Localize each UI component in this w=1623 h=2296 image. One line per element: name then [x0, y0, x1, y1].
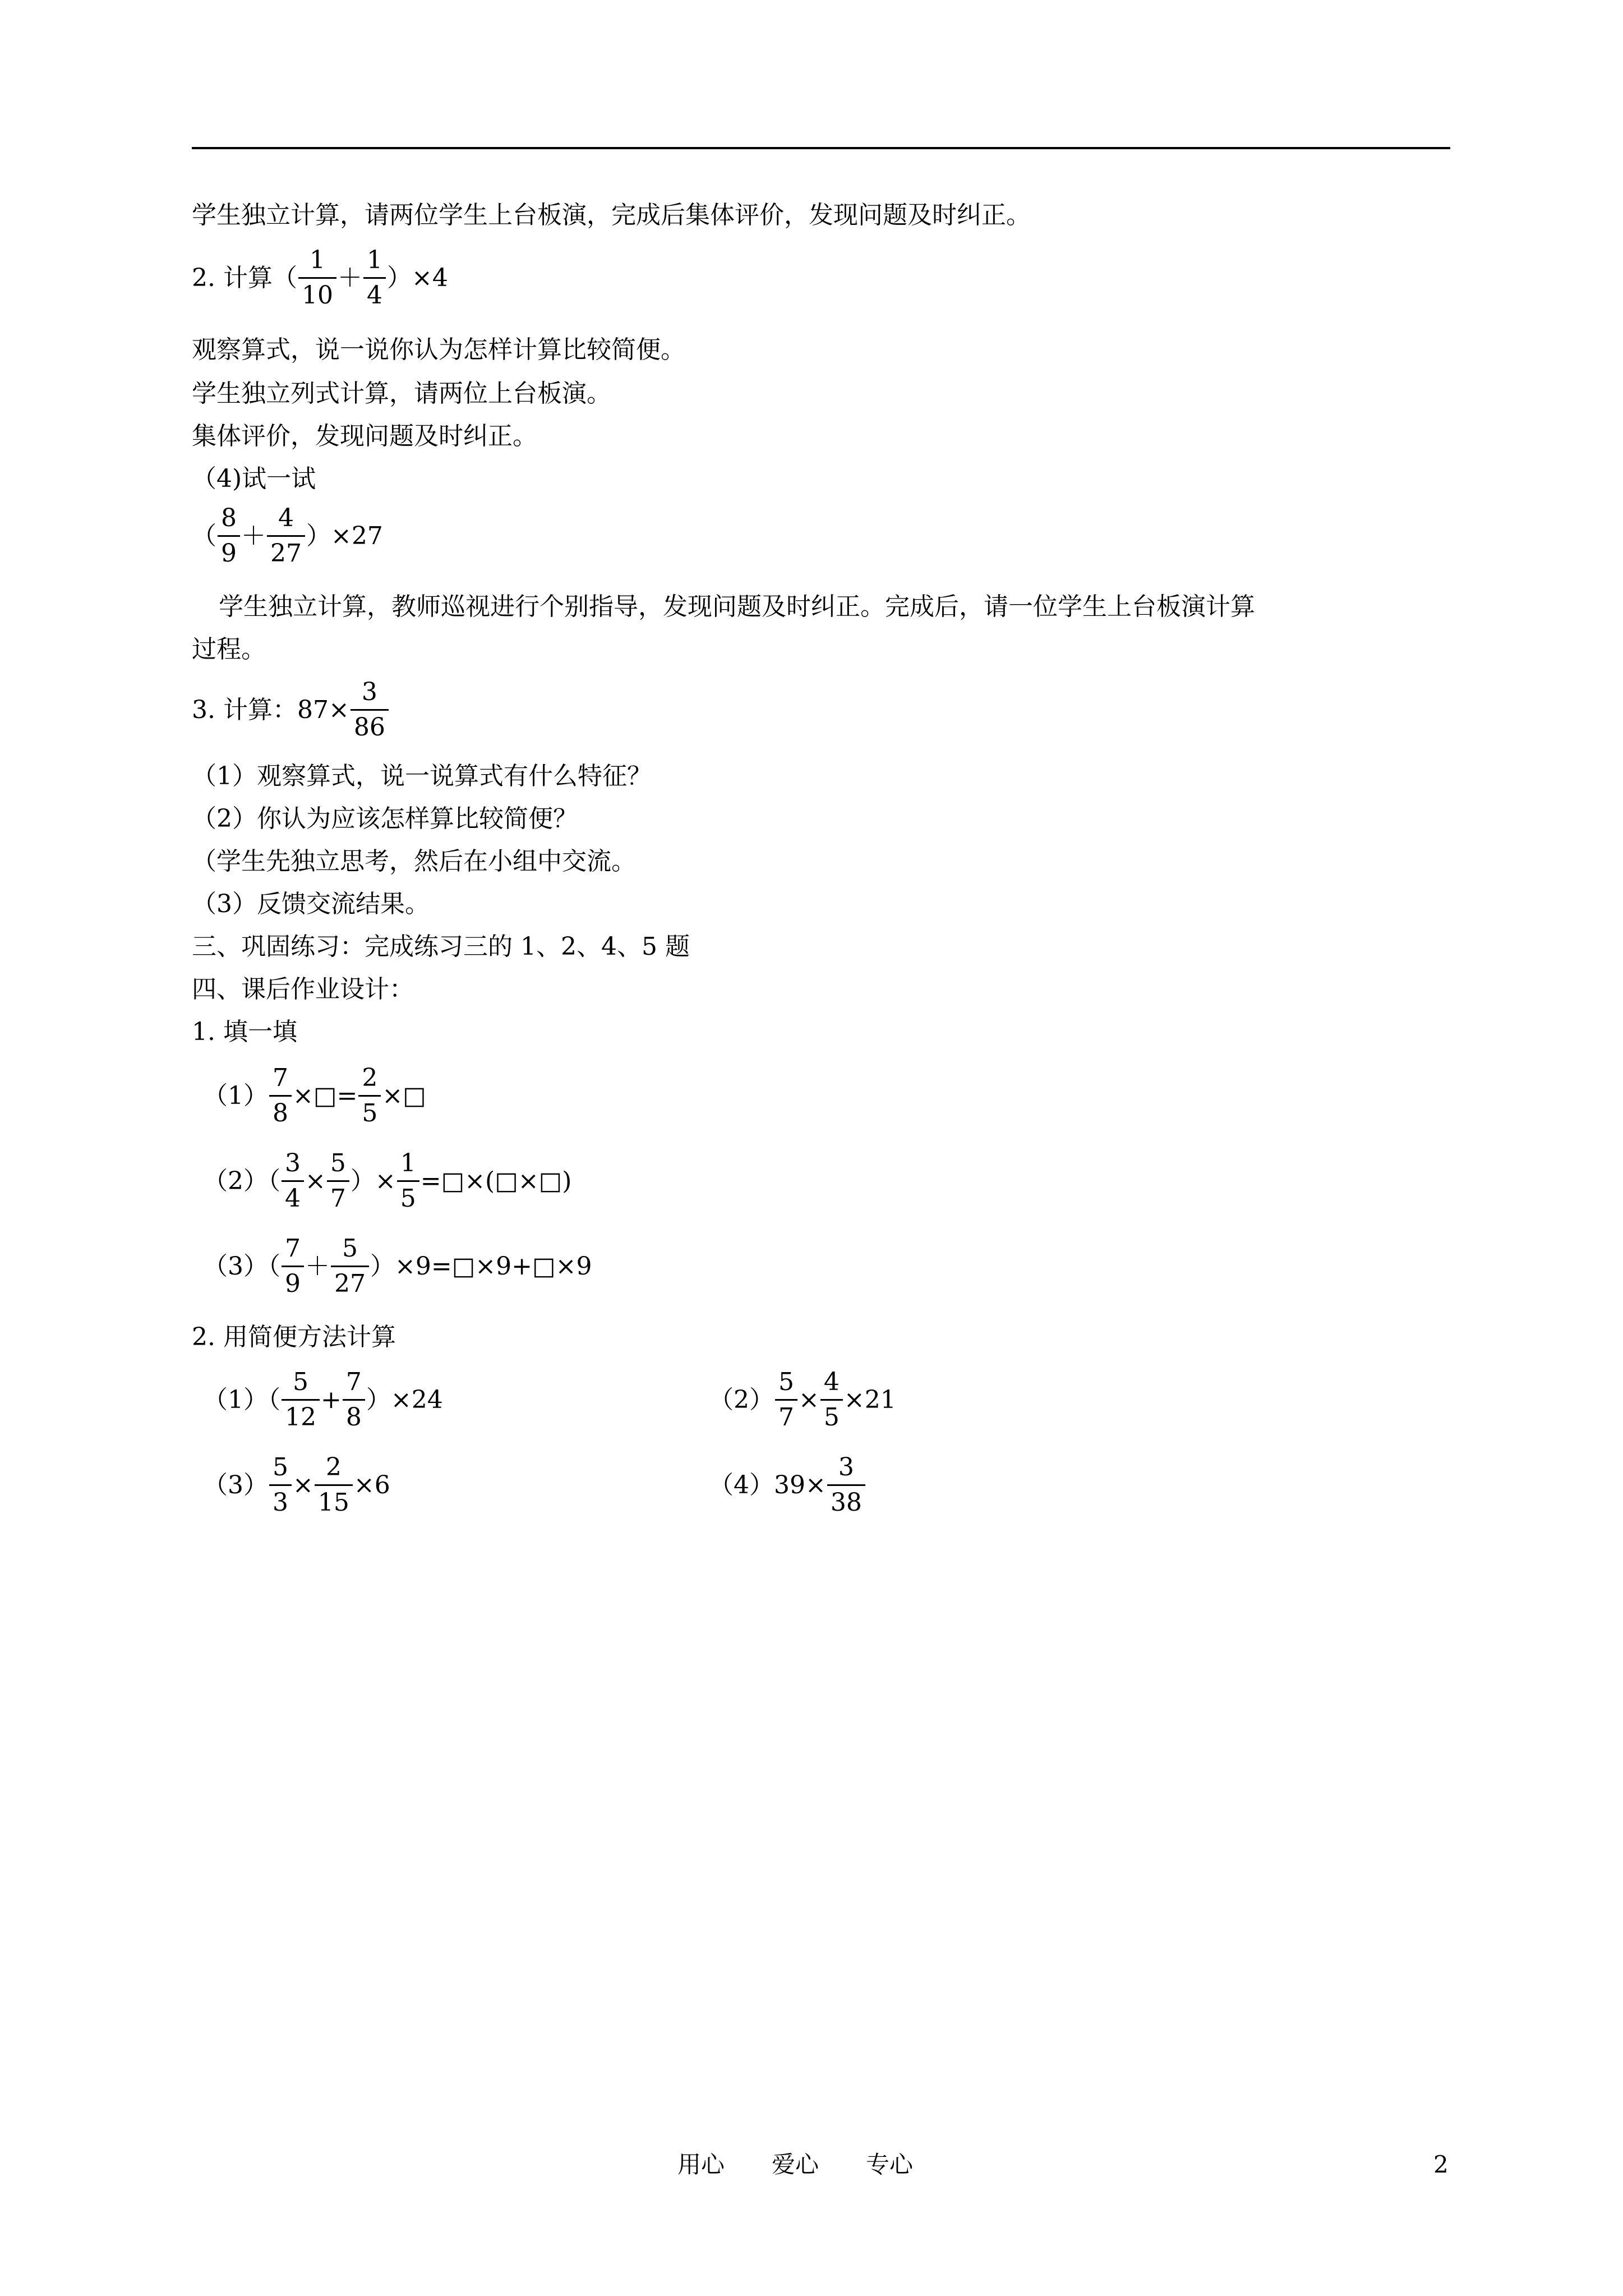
denominator: 7	[327, 1180, 349, 1211]
text: （2）（	[203, 1166, 280, 1195]
text: （1）（	[203, 1385, 280, 1414]
section-heading	[192, 1020, 297, 1045]
denominator: 38	[827, 1484, 865, 1515]
denominator: 12	[282, 1399, 320, 1430]
denominator: 15	[315, 1484, 353, 1515]
paragraph-line	[192, 637, 266, 662]
paragraph-line	[192, 203, 1031, 228]
text: ×□	[382, 1081, 426, 1110]
text: （	[192, 521, 216, 550]
fraction	[820, 1370, 843, 1430]
text: ×□=	[293, 1081, 358, 1110]
text: 观察算式，说一说你认为怎样计算比较简便。	[192, 335, 685, 364]
section-heading	[192, 977, 414, 1002]
fraction	[282, 1151, 304, 1211]
fraction	[282, 1236, 304, 1296]
numerator: 2	[325, 1453, 342, 1481]
exercise-item	[709, 1370, 896, 1430]
denominator: 8	[269, 1095, 292, 1126]
text: （学生先独立思考，然后在小组中交流。	[192, 847, 636, 876]
header-rule	[192, 147, 1450, 149]
exercise-item	[203, 1151, 571, 1211]
fraction	[363, 248, 386, 308]
operator: ＋	[241, 521, 266, 550]
denominator: 7	[775, 1399, 797, 1430]
denominator: 27	[267, 535, 305, 566]
numerator: 4	[823, 1368, 840, 1396]
paragraph-line	[192, 424, 537, 449]
text: ）×4	[386, 263, 448, 292]
fraction	[315, 1455, 353, 1515]
text: 3. 计算：87×	[192, 695, 349, 724]
exercise-item	[203, 1236, 592, 1296]
text: 四、课后作业设计：	[192, 975, 414, 1004]
text: （4)试一试	[192, 464, 316, 493]
numerator: 5	[330, 1149, 346, 1177]
formula-line	[192, 248, 448, 308]
formula-line	[192, 680, 390, 740]
section-heading	[192, 932, 690, 961]
denominator: 4	[363, 277, 386, 308]
denominator: 10	[298, 277, 336, 308]
exercise-item	[203, 1370, 443, 1430]
text: ）×9=□×9+□×9	[370, 1251, 592, 1281]
fraction	[269, 1455, 292, 1515]
fraction	[358, 1066, 381, 1126]
numerator: 4	[278, 504, 294, 532]
operator: ×	[305, 1166, 326, 1195]
fraction	[775, 1370, 797, 1430]
denominator: 5	[397, 1180, 419, 1211]
paragraph-line	[192, 892, 430, 917]
text: 2. 计算（	[192, 263, 297, 292]
operator: ×	[293, 1470, 313, 1499]
numerator: 3	[361, 678, 377, 706]
operator: ×	[799, 1385, 819, 1414]
operator: +	[321, 1385, 342, 1414]
fraction	[327, 1151, 349, 1211]
text: （3）（	[203, 1251, 280, 1281]
operator: ＋	[337, 263, 362, 292]
exercise-item	[203, 1066, 426, 1126]
text: 学生独立计算，教师巡视进行个别指导，发现问题及时纠正。完成后，请一位学生上台板演计算	[219, 592, 1255, 621]
numerator: 1	[366, 246, 382, 274]
numerator: 8	[221, 504, 237, 532]
text: ）×24	[366, 1385, 443, 1414]
numerator: 5	[778, 1368, 794, 1396]
fraction	[282, 1370, 320, 1430]
text: 1. 填一填	[192, 1018, 297, 1046]
paragraph-line	[192, 849, 636, 874]
text: 学生独立计算，请两位学生上台板演，完成后集体评价，发现问题及时纠正。	[192, 201, 1031, 229]
denominator: 9	[218, 535, 240, 566]
text: （3）	[203, 1470, 268, 1499]
fraction	[269, 1066, 292, 1126]
fraction	[331, 1236, 369, 1296]
section-heading	[192, 1325, 396, 1350]
text: 学生独立列式计算，请两位上台板演。	[192, 379, 611, 408]
numerator: 2	[362, 1064, 378, 1092]
numerator: 3	[285, 1149, 301, 1177]
denominator: 5	[820, 1399, 843, 1430]
text: （1）	[203, 1081, 268, 1110]
text: （1）观察算式，说一说算式有什么特征？	[192, 762, 652, 790]
footer-motto: 用心 爱心 专心	[677, 2151, 914, 2178]
denominator: 86	[351, 709, 389, 740]
paragraph-line	[192, 764, 652, 789]
numerator: 3	[838, 1453, 854, 1481]
text: （2）你认为应该怎样算比较简便？	[192, 804, 578, 833]
fraction	[343, 1370, 365, 1430]
fraction	[267, 506, 305, 566]
text: 三、巩固练习：完成练习三的 1、2、4、5 题	[192, 932, 690, 961]
text: =□×(□×□)	[420, 1166, 572, 1195]
numerator: 5	[273, 1453, 288, 1481]
formula-line	[192, 506, 383, 566]
numerator: 1	[309, 246, 325, 274]
paragraph-line	[192, 804, 578, 833]
paragraph-line	[192, 335, 685, 364]
denominator: 4	[282, 1180, 304, 1211]
paragraph-line	[192, 381, 611, 406]
text: ×6	[353, 1470, 390, 1499]
exercise-item	[709, 1455, 866, 1515]
text: ）×27	[306, 521, 383, 550]
operator: ＋	[305, 1251, 330, 1281]
denominator: 27	[331, 1266, 369, 1296]
fraction	[397, 1151, 419, 1211]
text: 过程。	[192, 635, 266, 664]
denominator: 3	[269, 1484, 292, 1515]
numerator: 7	[345, 1368, 362, 1396]
text: 集体评价，发现问题及时纠正。	[192, 422, 537, 450]
text: 2. 用简便方法计算	[192, 1323, 396, 1351]
fraction	[827, 1455, 865, 1515]
section-heading	[192, 464, 316, 493]
exercise-item	[203, 1455, 390, 1515]
fraction	[351, 680, 389, 740]
numerator: 5	[293, 1368, 308, 1396]
text: （3）反馈交流结果。	[192, 890, 430, 918]
fraction	[298, 248, 336, 308]
numerator: 7	[285, 1234, 301, 1263]
numerator: 1	[400, 1149, 416, 1177]
denominator: 8	[343, 1399, 365, 1430]
fraction	[218, 506, 240, 566]
denominator: 5	[358, 1095, 381, 1126]
numerator: 7	[273, 1064, 288, 1092]
text: ）×	[350, 1166, 396, 1195]
denominator: 9	[282, 1266, 304, 1296]
numerator: 5	[342, 1234, 358, 1263]
paragraph-line	[219, 592, 1255, 621]
page-number: 2	[1433, 2151, 1449, 2178]
text: （4）39×	[709, 1470, 826, 1499]
text: （2）	[709, 1385, 774, 1414]
text: ×21	[843, 1385, 896, 1414]
